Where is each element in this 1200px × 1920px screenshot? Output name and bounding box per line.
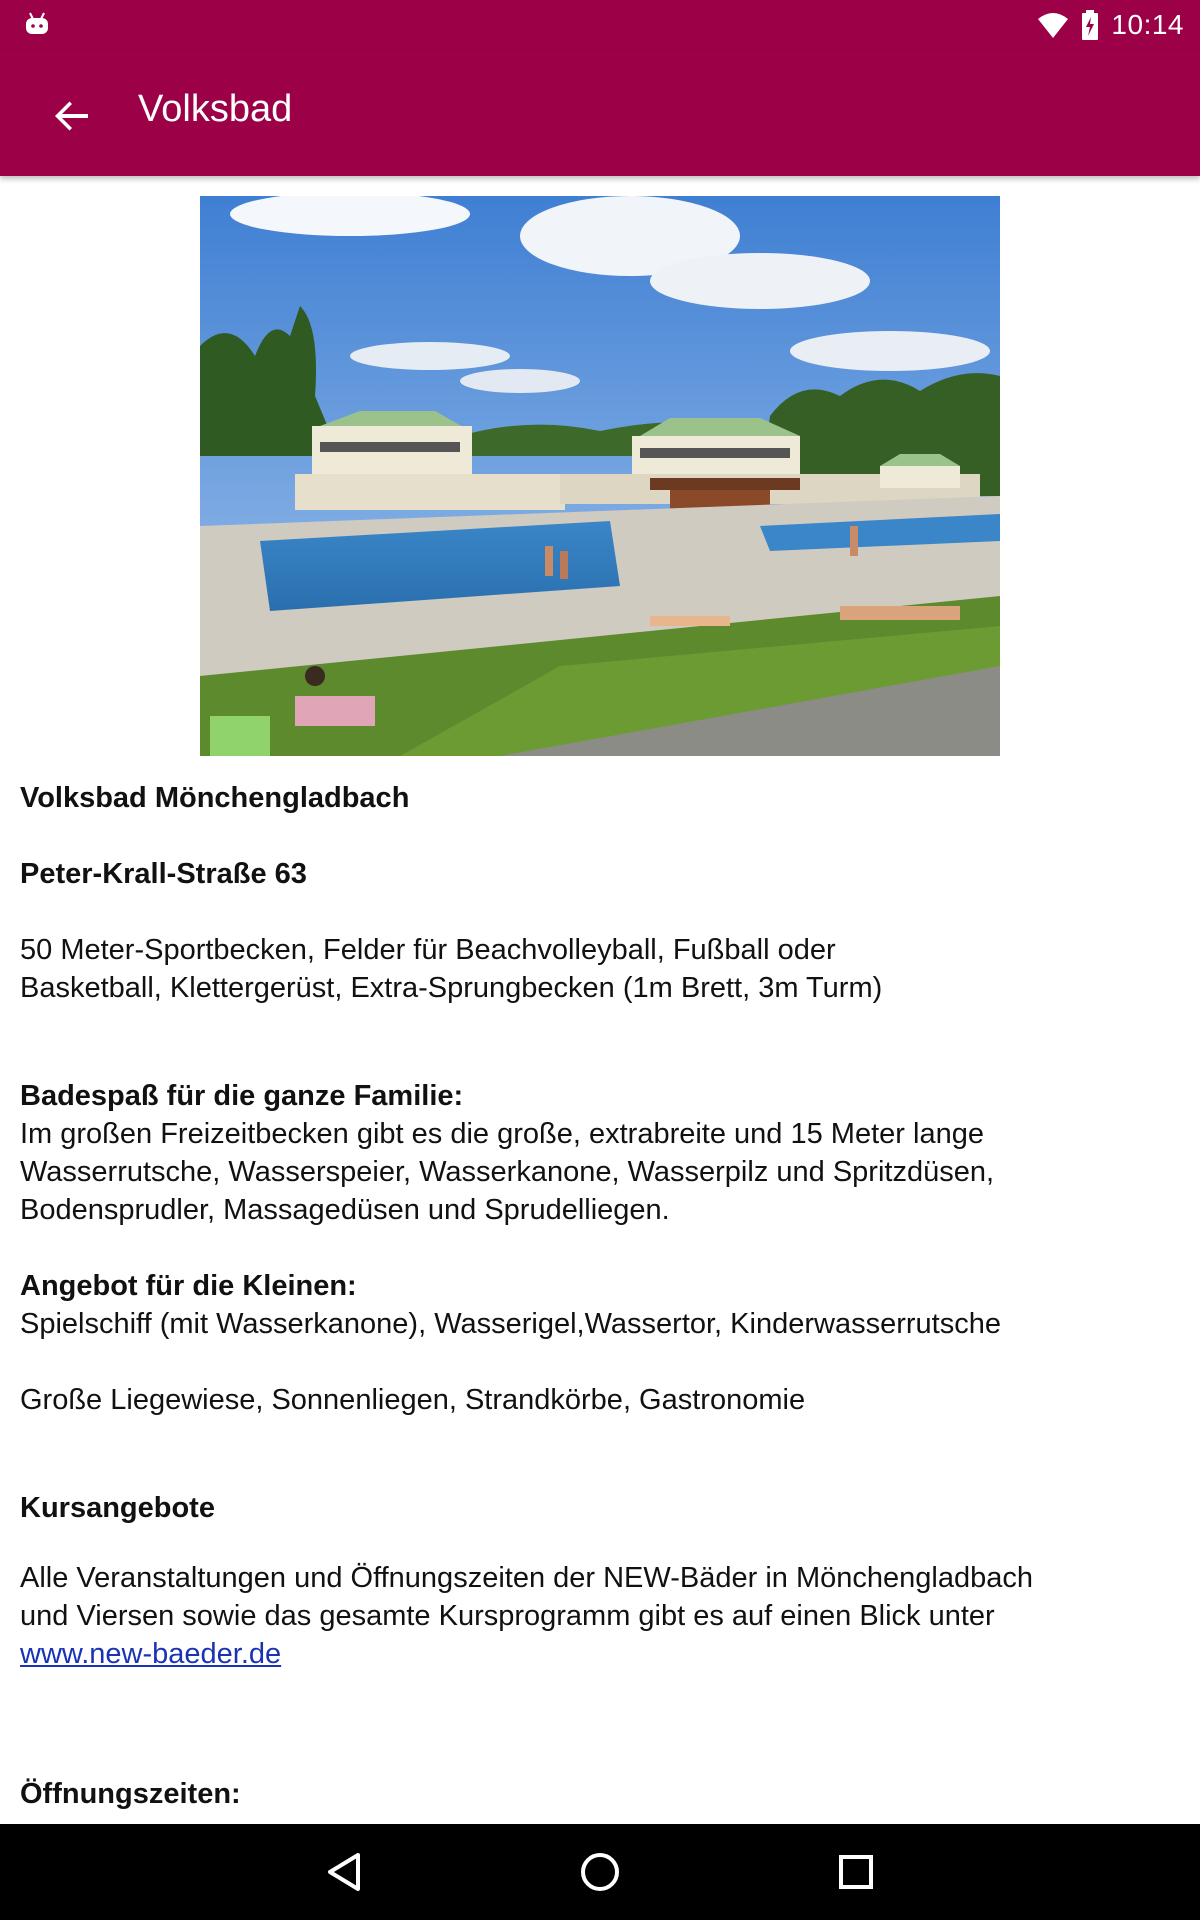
app-bar [0, 50, 1200, 176]
wifi-icon [1037, 11, 1069, 39]
courses-heading: Kursangebote [20, 1492, 215, 1524]
home-circle-icon [579, 1851, 621, 1893]
courses-line-1: Alle Veranstaltungen und Öffnungszeiten der NEW-Bäder in Mönchengladbach [20, 1562, 1033, 1594]
description-text [20, 779, 1180, 1813]
family-heading: Badespaß für die ganze Familie: [20, 1080, 464, 1112]
back-triangle-icon [326, 1852, 362, 1892]
nav-back-button[interactable] [314, 1842, 374, 1902]
detail-content[interactable] [0, 176, 1200, 1824]
family-line-3: Bodensprudler, Massagedüsen und Sprudelliegen. [20, 1194, 670, 1226]
recents-square-icon [838, 1854, 874, 1890]
place-name: Volksbad Mönchengladbach [20, 782, 410, 814]
facilities-line-2: Basketball, Klettergerüst, Extra-Sprungbecken (1m Brett, 3m Turm) [20, 972, 883, 1004]
status-bar [0, 0, 1200, 50]
hours-heading: Öffnungszeiten: [20, 1778, 241, 1810]
page-title: Volksbad [138, 88, 293, 130]
family-line-1: Im großen Freizeitbecken gibt es die große, extrabreite und 15 Meter lange [20, 1118, 984, 1150]
nav-recents-button[interactable] [826, 1842, 886, 1902]
courses-line-2: und Viersen sowie das gesamte Kursprogramm gibt es auf einen Blick unter [20, 1600, 995, 1632]
clock: 10:14 [1111, 9, 1184, 40]
android-icon [24, 12, 50, 36]
back-button[interactable] [36, 80, 108, 152]
address: Peter-Krall-Straße 63 [20, 858, 307, 890]
arrow-back-icon [54, 98, 90, 134]
family-line-2: Wasserrutsche, Wasserspeier, Wasserkanone, Wasserpilz und Spritzdüsen, [20, 1156, 995, 1188]
battery-charging-icon [1081, 10, 1099, 40]
nav-home-button[interactable] [570, 1842, 630, 1902]
lawn-line: Große Liegewiese, Sonnenliegen, Strandkörbe, Gastronomie [20, 1384, 806, 1416]
pool-photo [200, 196, 1000, 756]
facilities-line-1: 50 Meter-Sportbecken, Felder für Beachvolleyball, Fußball oder [20, 934, 836, 966]
website-link[interactable]: www.new-baeder.de [20, 1638, 282, 1670]
kids-heading: Angebot für die Kleinen: [20, 1270, 357, 1302]
navigation-bar [0, 1824, 1200, 1920]
system-icons [1037, 8, 1184, 42]
kids-line: Spielschiff (mit Wasserkanone), Wasserigel,Wassertor, Kinderwasserrutsche [20, 1308, 1001, 1340]
